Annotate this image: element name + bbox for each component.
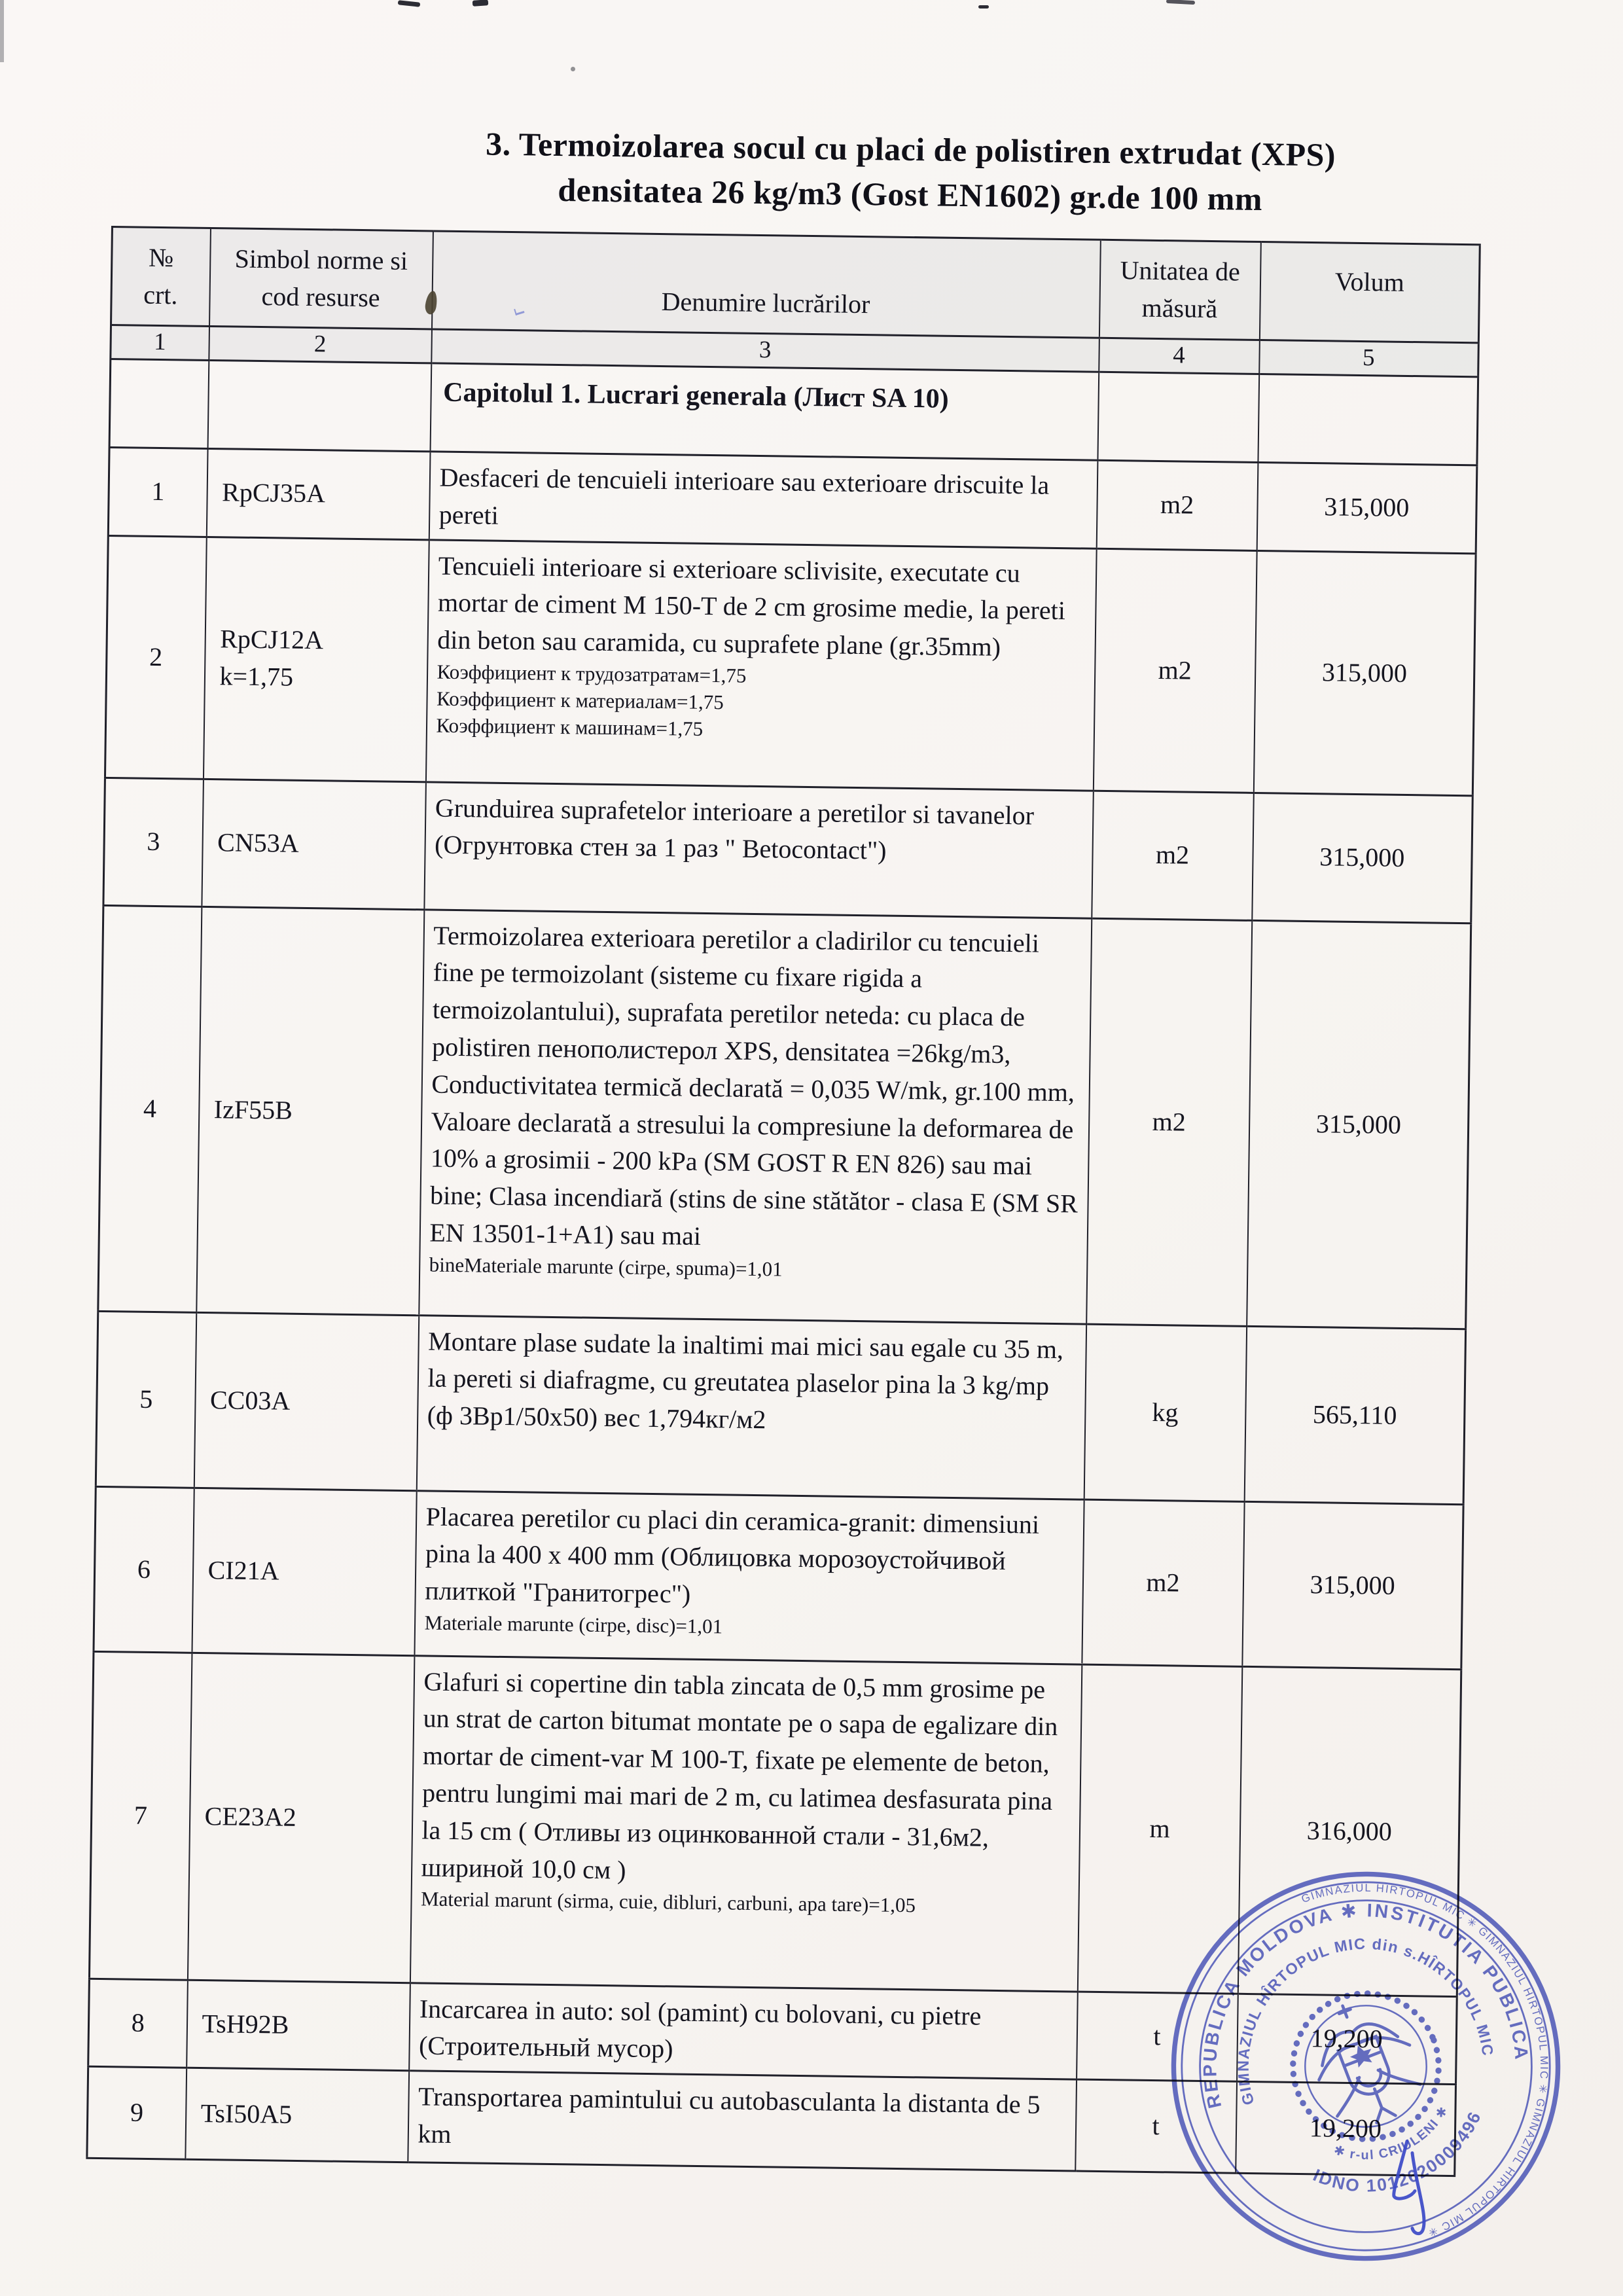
row-description	[414, 1490, 1084, 1664]
description-note: Materiale marunte (cirpe, disc)=1,01	[424, 1611, 723, 1638]
row-volume: 315,000	[1252, 793, 1473, 923]
scan-speck	[571, 67, 575, 71]
table-row	[94, 1486, 1463, 1669]
row-unit: kg	[1084, 1324, 1246, 1501]
row-code: TsH92B	[187, 1980, 410, 2071]
row-volume: 315,000	[1247, 920, 1471, 1329]
header-unit: Unitatea de măsură	[1099, 240, 1260, 340]
row-description	[410, 1655, 1081, 1991]
row-unit: m2	[1092, 791, 1254, 920]
row-description	[429, 452, 1097, 548]
stamp-idno-text: IDNO 1012620009496	[1310, 2108, 1486, 2196]
scan-speck	[473, 0, 489, 7]
description-text: Grunduirea suprafetelor interioare a peretilor si tavanelor (Огрунтовка стен за 1 раз " Betocontact")	[434, 793, 1035, 865]
document-title	[209, 118, 1611, 226]
description-note: Коэффициент к трудозатратам=1,75	[437, 660, 747, 687]
row-number: 9	[87, 2066, 187, 2159]
row-number: 1	[108, 447, 207, 537]
row-description	[425, 539, 1096, 790]
row-volume: 315,000	[1242, 1501, 1463, 1669]
chapter-title: Capitolul 1. Lucrari generala (Лист SA 10)	[430, 363, 1099, 460]
scan-speck	[398, 0, 421, 7]
row-code: CE23A2	[187, 1653, 414, 1982]
row-volume: 316,000	[1238, 1666, 1461, 1996]
handwritten-page-number	[1373, 2128, 1478, 2250]
table-row	[98, 905, 1471, 1329]
table-row	[103, 778, 1472, 923]
row-unit: t	[1077, 1992, 1238, 2082]
row-volume: 19,200	[1236, 2081, 1456, 2176]
stamp-micro-text: GIMNAZIUL HIRTOPUL MIC ✳ GIMNAZIUL HIRTOPUL MIC ✳ GIMNAZIUL HIRTOPUL MIC ✳	[1300, 1881, 1551, 2240]
row-number: 2	[105, 535, 206, 779]
col-number-1: 1	[111, 325, 209, 361]
row-number: 3	[103, 778, 204, 906]
description-text: Montare plase sudate la inaltimi mai mici sau egale cu 35 m, la pereti si diafragme, cu greutatea plaselor pina la 3 kg/mp (ф 3Вр1/50х50) вес 1,794кг/м2	[427, 1326, 1064, 1435]
row-unit: m2	[1096, 460, 1258, 550]
table-row	[96, 1311, 1465, 1504]
stamp-district-text: ✱ r-ul CRIULENI ✱	[1332, 2103, 1452, 2163]
description-text: Glafuri si copertine din tabla zincata de 0,5 mm grosime pe un strat de carton bitumat montate pe o sapa de egalizare din mortar de ciment-var M 100-T, fixate pe elemente de beton, pentru lungimi mai mari de 2 m, cu latimea desfasurata pina la 15 cm ( Отливы из оцинкованной стали - 31,6м2, шириной 10,0 см )	[421, 1666, 1058, 1885]
row-number: 6	[94, 1486, 194, 1653]
title-line-2: densitatea 26 kg/m3 (Gost EN1602) gr.de 100 mm	[558, 171, 1263, 218]
row-number: 8	[88, 1979, 188, 2068]
title-line-1: 3. Termoizolarea socul cu placi de polistiren extrudat (XPS)	[485, 125, 1336, 173]
description-note: Коэффициент к машинам=1,75	[436, 713, 704, 740]
col-number-2: 2	[209, 326, 432, 363]
header-symbol: Simbol norme si cod resurse	[209, 228, 433, 329]
row-volume: 565,110	[1244, 1326, 1465, 1504]
row-description	[409, 1982, 1078, 2079]
row-unit: m2	[1093, 548, 1257, 793]
description-note: Material marunt (sirma, cuie, dibluri, carbuni, apa tare)=1,05	[420, 1887, 916, 1917]
row-code: RpCJ35A	[206, 448, 430, 539]
col-number-4: 4	[1099, 338, 1260, 374]
row-unit: m2	[1086, 918, 1252, 1326]
row-code: CC03A	[194, 1312, 418, 1490]
row-volume: 315,000	[1257, 462, 1477, 553]
row-unit: m2	[1082, 1499, 1244, 1666]
row-volume: 19,200	[1237, 1994, 1457, 2085]
row-unit: t	[1075, 2079, 1237, 2173]
header-volum: Volum	[1259, 242, 1480, 342]
row-code: CI21A	[192, 1488, 416, 1655]
description-text: Tencuieli interioare si exterioare sclivisite, executate cu mortar de ciment M 150-T de 2 cm grosime medie, la pereti din beton sau caramida, cu suprafete plane (gr.35mm)	[437, 550, 1066, 662]
row-description	[419, 909, 1092, 1323]
chapter-row	[109, 359, 1478, 465]
description-note: bineMateriale marunte (cirpe, spuma)=1,01	[429, 1253, 783, 1281]
stamp-middle-text: GIMNAZIUL HÎRTOPUL MIC din s.HÎRTOPUL MIC	[1234, 1935, 1497, 2108]
description-text: Termoizolarea exterioara peretilor a cladirilor cu tencuieli fine pe termoizolant (sisteme cu fixare rigida a termoizolantului), suprafata peretilor neteda: cu placa de polistiren пенополистерол XPS, densitatea =26kg/m3, Conductivitatea termică declarată = 0,035 W/mk, gr.100 mm, Valoare declarată a stresului la compresiune la deformarea de 10% a grosimii - 200 kPa (SM GOST R EN 826) sau mai bine; Clasa incendiară (stins de sine stătător - clasa E (SM SR EN 13501-1+A1) sau mai	[429, 920, 1079, 1251]
row-code: RpCJ12A k=1,75	[203, 537, 429, 781]
row-description	[424, 781, 1093, 918]
row-code: IzF55B	[196, 906, 424, 1315]
scan-edge-artifact	[0, 0, 4, 62]
scan-speck	[978, 5, 989, 9]
row-number: 5	[96, 1311, 196, 1488]
table-row	[105, 535, 1476, 795]
description-text: Incarcarea in auto: sol (pamint) cu bolovani, cu pietre (Строительный мусор)	[418, 1993, 982, 2064]
description-text: Transportarea pamintului cu autobasculanta la distanta de 5 km	[418, 2081, 1041, 2149]
row-number: 4	[98, 905, 202, 1312]
header-no: № crt.	[111, 227, 211, 327]
header-denumire: Denumire lucrărilor	[431, 231, 1100, 338]
table-header-row	[111, 227, 1480, 343]
col-number-3: 3	[431, 329, 1099, 372]
scan-speck	[1166, 0, 1195, 5]
row-description	[408, 2071, 1077, 2171]
row-volume: 315,000	[1253, 550, 1476, 795]
description-note: Коэффициент к материалам=1,75	[436, 687, 724, 714]
row-code: TsI50A5	[185, 2068, 409, 2162]
stamp-outer-text: REPUBLICA MOLDOVA ✱ INSTITUTIA PUBLICA	[1200, 1900, 1532, 2111]
row-code: CN53A	[202, 779, 426, 909]
row-unit: m	[1077, 1664, 1242, 1994]
description-text: Placarea peretilor cu placi din ceramica-granit: dimensiuni pina la 400 x 400 mm (Облицовка морозоустойчивой плиткой "Гранитогрес")	[424, 1501, 1040, 1609]
row-number: 7	[89, 1651, 192, 1980]
works-table	[86, 226, 1480, 2177]
table-row	[108, 447, 1477, 553]
description-text: Desfaceri de tencuieli interioare sau exterioare driscuite la pereti	[438, 462, 1050, 530]
row-description	[416, 1315, 1086, 1499]
col-number-5: 5	[1259, 340, 1479, 376]
